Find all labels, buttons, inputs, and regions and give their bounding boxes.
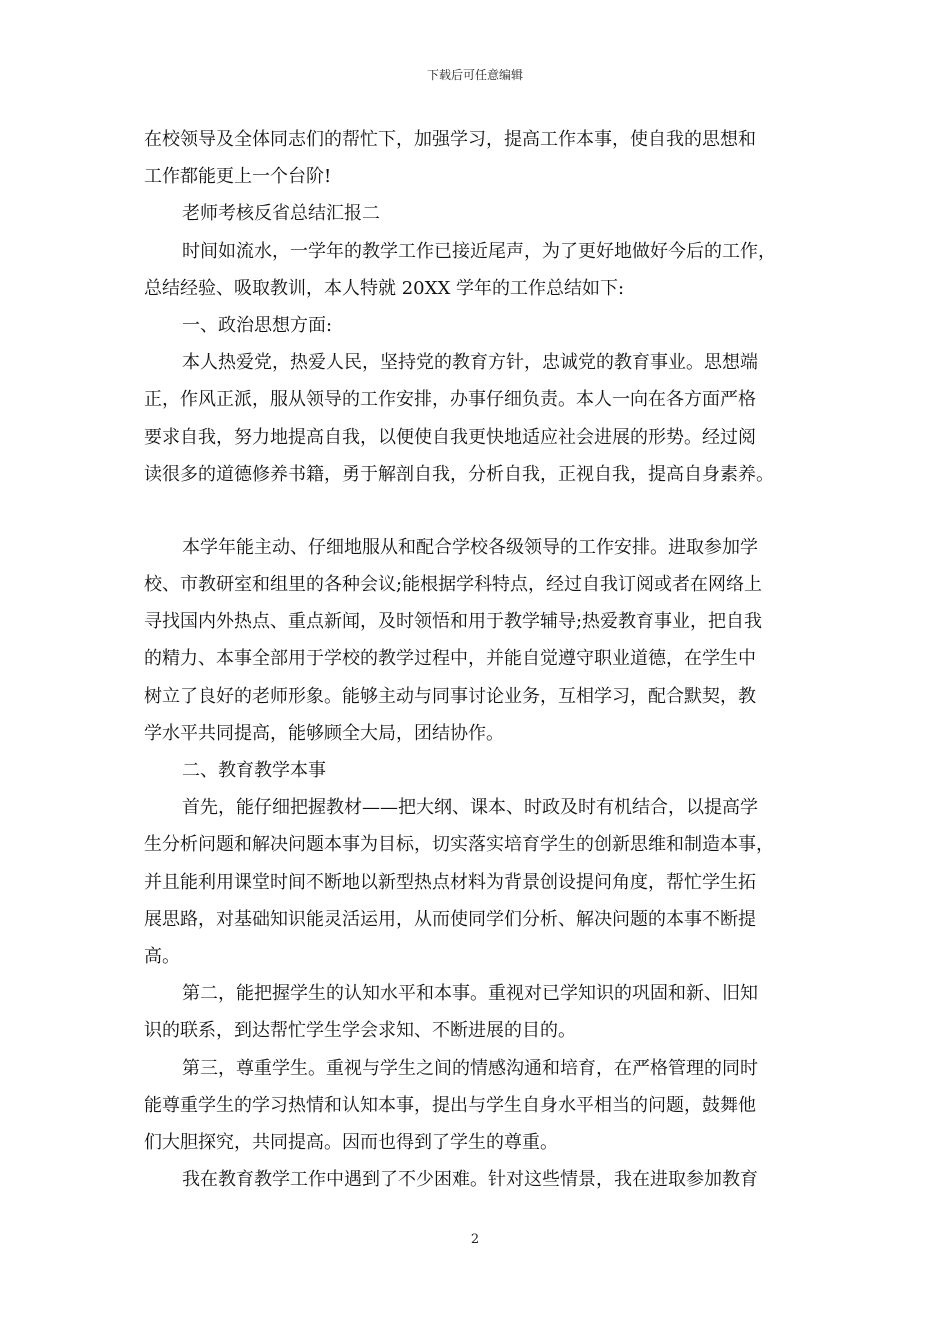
body-line: 生分析问题和解决问题本事为目标，切实落实培育学生的创新思维和制造本事， — [144, 834, 774, 856]
body-line: 本学年能主动、仔细地服从和配合学校各级领导的工作安排。进取参加学 — [182, 536, 758, 558]
body-line: 总结经验、吸取教训，本人特就 20XX 学年的工作总结如下: — [144, 277, 625, 299]
paragraph-gap — [144, 493, 824, 529]
body-line: 第二，能把握学生的认知水平和本事。重视对已学知识的巩固和新、旧知 — [182, 983, 758, 1005]
page-number: 2 — [470, 1232, 480, 1247]
section-heading: 一、政治思想方面: — [182, 314, 333, 336]
section-title: 老师考核反省总结汇报二 — [182, 203, 380, 225]
document-body — [144, 121, 824, 1198]
body-line: 本人热爱党，热爱人民，坚持党的教育方针，忠诚党的教育事业。思想端 — [182, 352, 758, 374]
body-line: 能尊重学生的学习热情和认知本事，提出与学生自身水平相当的问题，鼓舞他 — [144, 1094, 756, 1116]
body-line: 正，作风正派，服从领导的工作安排，办事仔细负责。本人一向在各方面严格 — [144, 389, 756, 411]
body-line: 高。 — [144, 945, 180, 967]
section-heading: 二、教育教学本事 — [182, 760, 326, 781]
body-line: 识的联系，到达帮忙学生学会求知、不断进展的目的。 — [144, 1020, 576, 1042]
body-line: 展思路，对基础知识能灵活运用，从而使同学们分析、解决问题的本事不断提 — [144, 908, 756, 930]
body-line: 在校领导及全体同志们的帮忙下，加强学习，提高工作本事，使自我的思想和 — [144, 129, 756, 150]
body-line: 我在教育教学工作中遇到了不少困难。针对这些情景，我在进取参加教育 — [182, 1169, 758, 1191]
body-line: 的精力、本事全部用于学校的教学过程中，并能自觉遵守职业道德，在学生中 — [144, 648, 756, 670]
body-line: 校、市教研室和组里的各种会议;能根据学科特点，经过自我订阅或者在网络上 — [144, 574, 763, 596]
body-line: 读很多的道德修养书籍，勇于解剖自我，分析自我，正视自我，提高自身素养。 — [144, 463, 774, 485]
body-line: 工作都能更上一个台阶! — [144, 166, 332, 188]
body-line: 寻找国内外热点、重点新闻，及时领悟和用于教学辅导;热爱教育事业，把自我 — [144, 611, 763, 633]
body-line: 要求自我，努力地提高自我，以便使自我更快地适应社会进展的形势。经过阅 — [144, 426, 756, 448]
body-line: 首先，能仔细把握教材——把大纲、课本、时政及时有机结合，以提高学 — [182, 797, 758, 819]
body-line: 第三，尊重学生。重视与学生之间的情感沟通和培育，在严格管理的同时 — [182, 1057, 758, 1079]
body-line: 学水平共同提高，能够顾全大局，团结协作。 — [144, 722, 504, 744]
body-line: 树立了良好的老师形象。能够主动与同事讨论业务，互相学习，配合默契，教 — [144, 685, 756, 707]
header-note: 下载后可任意编辑 — [426, 68, 523, 82]
body-line: 时间如流水，一学年的教学工作已接近尾声，为了更好地做好今后的工作， — [182, 240, 776, 262]
body-line: 们大胆探究，共同提高。因而也得到了学生的尊重。 — [144, 1131, 558, 1153]
body-line: 并且能利用课堂时间不断地以新型热点材料为背景创设提问角度，帮忙学生拓 — [144, 871, 756, 893]
